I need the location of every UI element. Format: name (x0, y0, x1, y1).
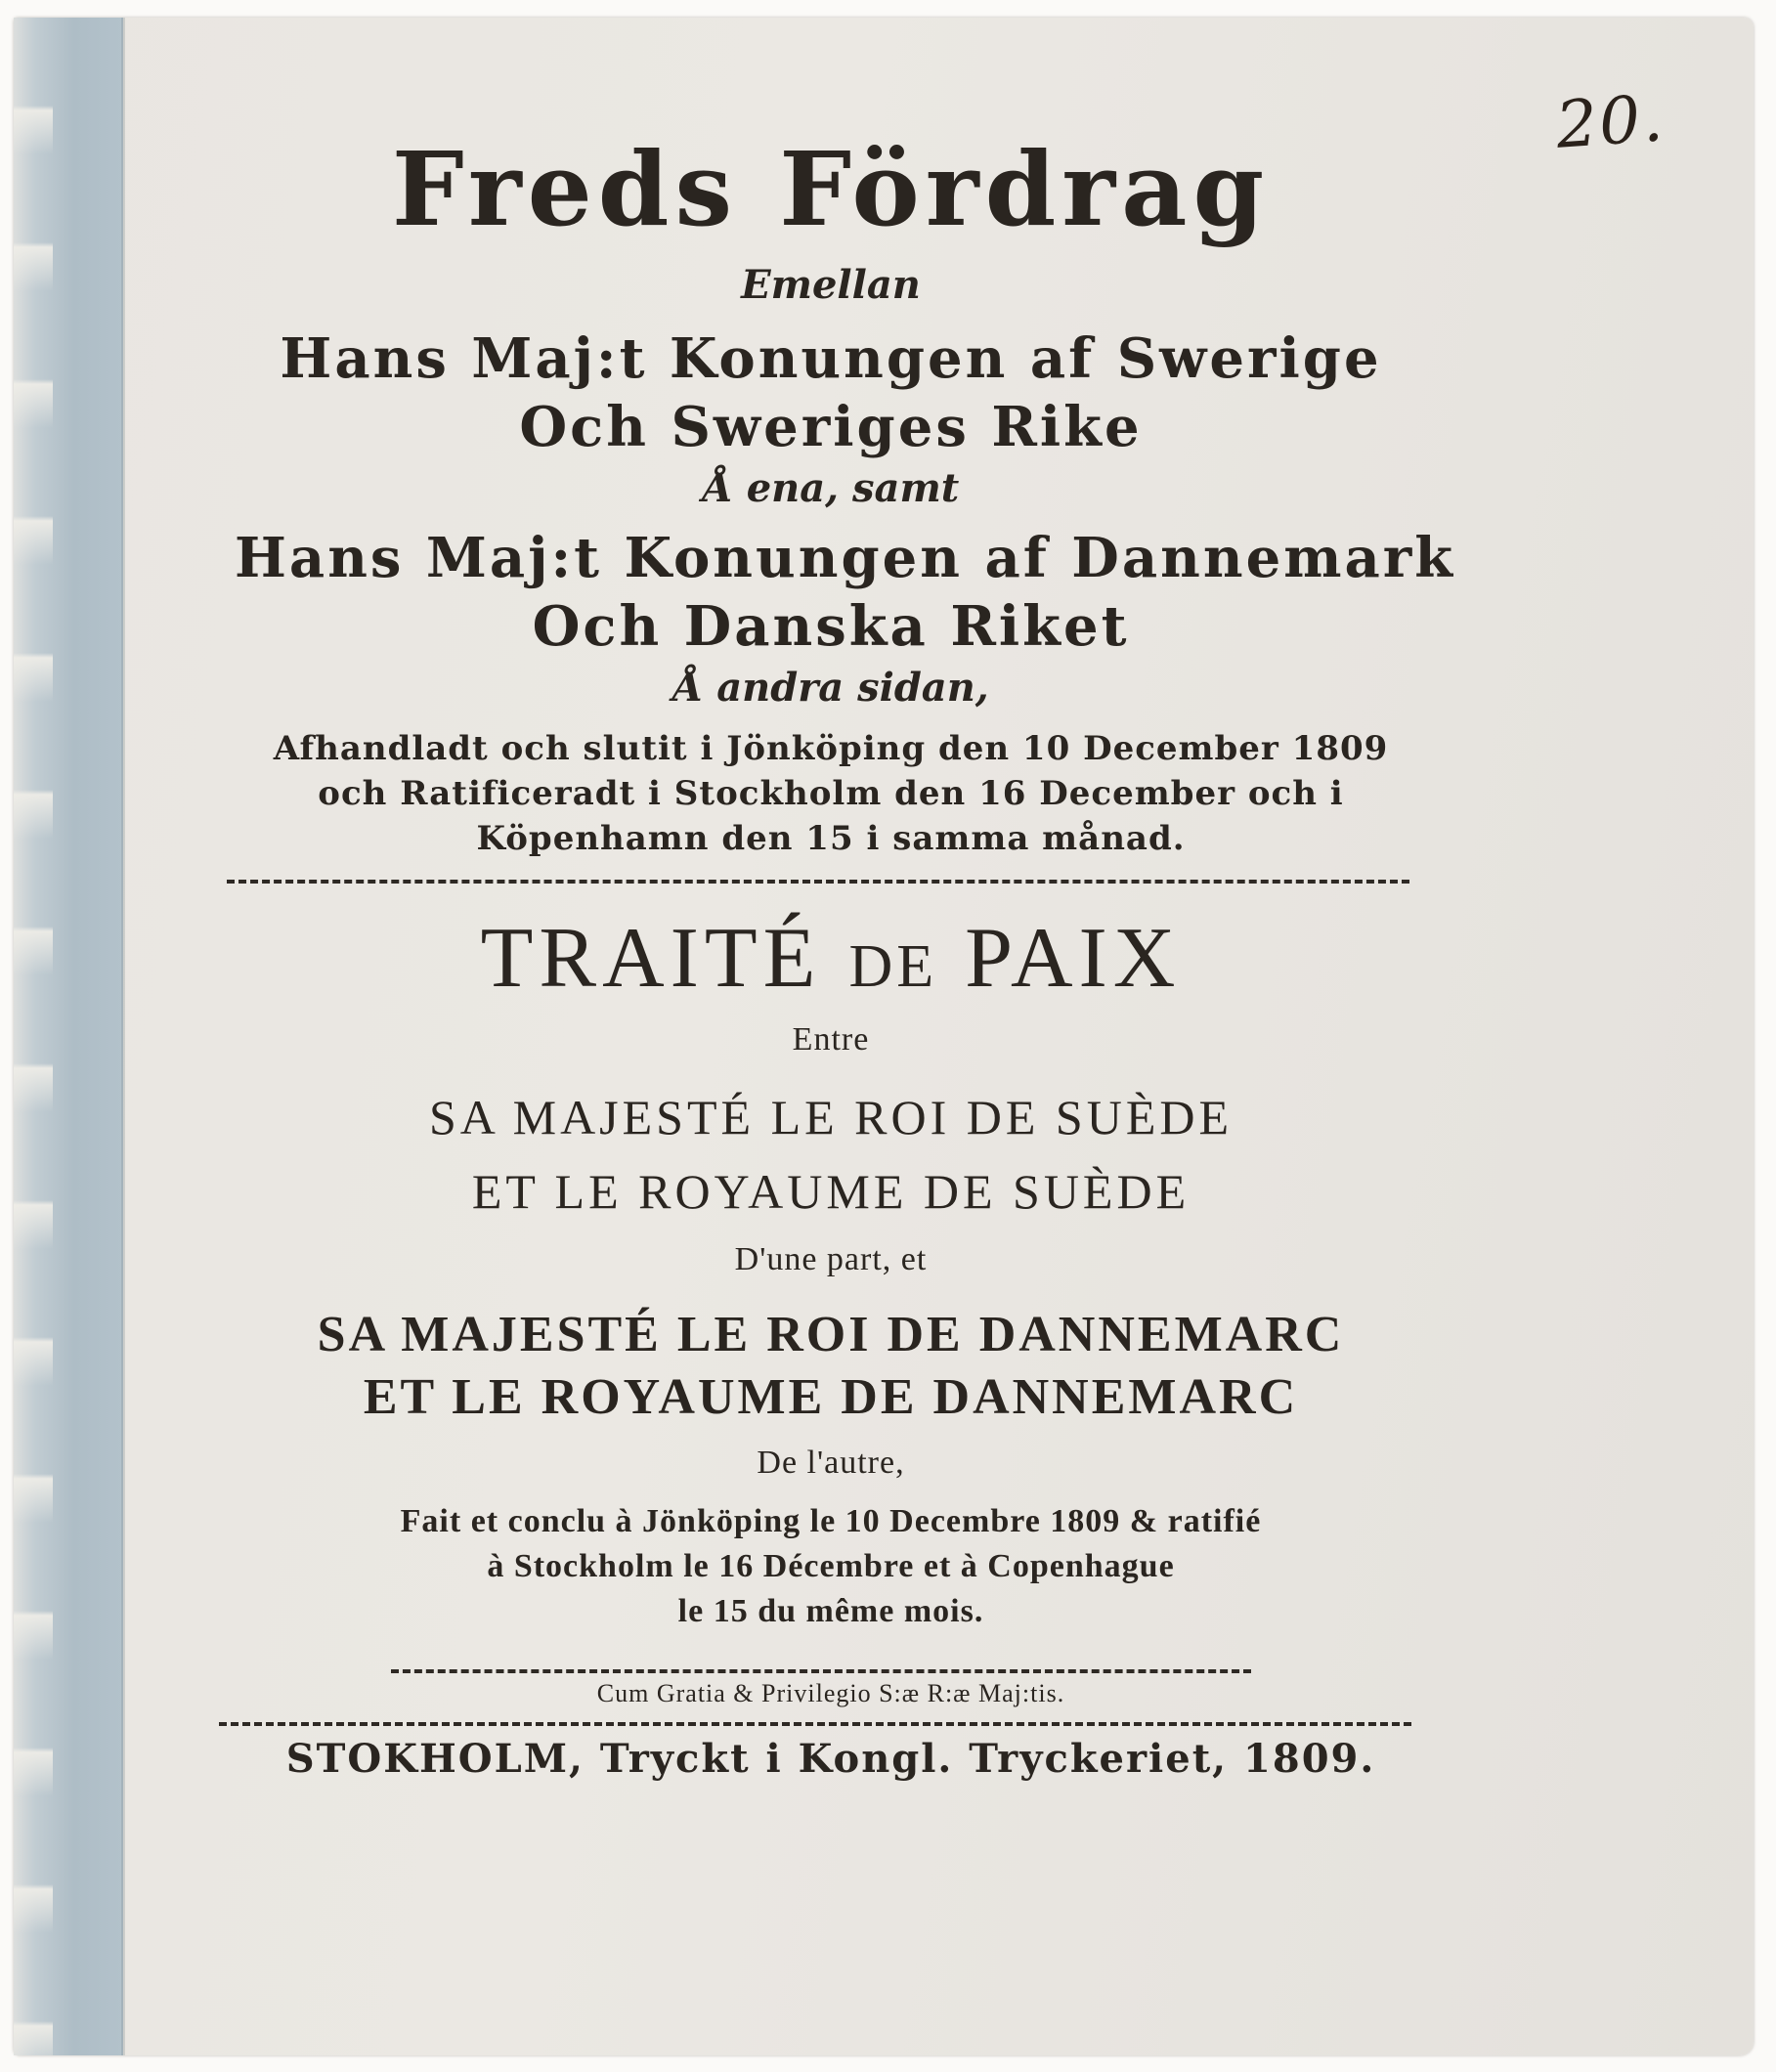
french-party2-line2: ET LE ROYAUME DE DANNEMARC (363, 1369, 1299, 1425)
french-signed-line3: le 15 du même mois. (677, 1593, 984, 1629)
swedish-connector2: Å andra sidan, (672, 665, 989, 711)
swedish-signed-line3: Köpenhamn den 15 i samma månad. (476, 819, 1186, 858)
handwritten-folio-number: 20. (1553, 80, 1668, 163)
french-signed-line2: à Stockholm le 16 Décembre et à Copenhague (487, 1548, 1175, 1584)
swedish-title: Freds Fördrag (391, 129, 1271, 249)
spine-edge (121, 18, 125, 2055)
french-title (235, 909, 1427, 1008)
swedish-signed-line1: Afhandladt och slutit i Jönköping den 10 December 1809 (273, 729, 1389, 768)
privilege-rule-bottom (219, 1722, 1411, 1726)
section-divider (227, 880, 1409, 884)
french-party1-line1: SA MAJESTÉ LE ROI DE SUÈDE (428, 1090, 1234, 1144)
french-title-de: DE (848, 933, 938, 1000)
imprint-line: STOKHOLM, Tryckt i Kongl. Tryckeriet, 1809. (285, 1736, 1376, 1782)
french-party2-line1: SA MAJESTÉ LE ROI DE DANNEMARC (317, 1307, 1345, 1362)
privilege-line: Cum Gratia & Privilegio S:æ R:æ Maj:tis. (596, 1679, 1065, 1707)
french-entre: Entre (792, 1021, 870, 1058)
privilege-rule-top (391, 1669, 1251, 1673)
swedish-party1-line1: Hans Maj:t Konungen af Swerige (280, 326, 1382, 391)
french-title-word2: PAIX (965, 911, 1182, 1006)
swedish-party2-line2: Och Danska Riket (532, 594, 1130, 659)
swedish-signed-line2: och Ratificeradt i Stockholm den 16 December och i (318, 774, 1344, 813)
french-party1-line2: ET LE ROYAUME DE SUÈDE (471, 1164, 1191, 1219)
french-connector1: D'une part, et (734, 1241, 928, 1277)
swedish-connector1: Å ena, samt (702, 465, 960, 511)
swedish-party2-line1: Hans Maj:t Konungen af Dannemark (235, 526, 1456, 590)
title-page-text (235, 0, 1456, 2072)
torn-binding-edge (14, 18, 53, 2055)
swedish-party1-line2: Och Sweriges Rike (519, 395, 1143, 459)
swedish-emellan: Emellan (741, 262, 921, 308)
french-title-word1: TRAITÉ (480, 911, 822, 1006)
french-signed-line1: Fait et conclu à Jönköping le 10 Decembre 1809 & ratifié (400, 1503, 1262, 1539)
french-connector2: De l'autre, (757, 1445, 905, 1481)
